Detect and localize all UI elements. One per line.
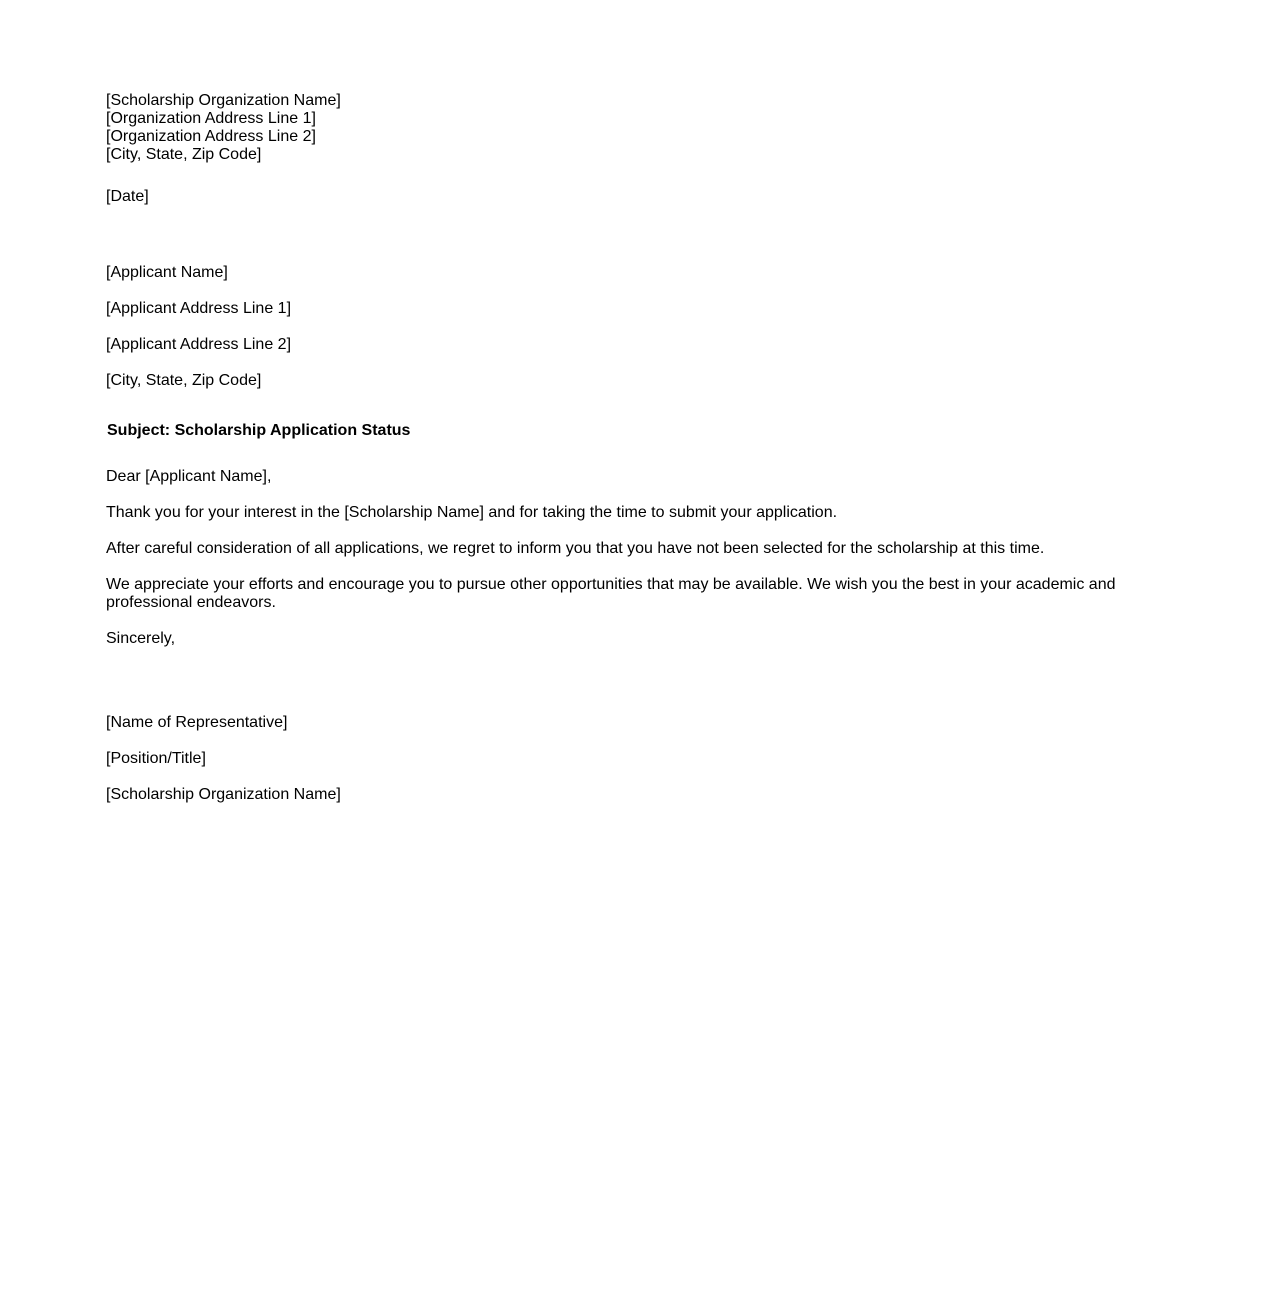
recipient-city-state-zip: [City, State, Zip Code]	[106, 372, 262, 389]
signature-org-name: [Scholarship Organization Name]	[106, 786, 341, 803]
salutation: Dear [Applicant Name],	[106, 468, 272, 485]
signature-name: [Name of Representative]	[106, 714, 288, 731]
recipient-address-line-2: [Applicant Address Line 2]	[106, 336, 292, 353]
sender-address-line-2: [Organization Address Line 2]	[106, 128, 316, 145]
sender-address-line-1: [Organization Address Line 1]	[106, 110, 316, 127]
closing: Sincerely,	[106, 630, 176, 647]
letter-subject: Subject: Scholarship Application Status	[107, 422, 411, 439]
body-paragraph-2: After careful consideration of all applications, we regret to inform you that you have not been selected for the scholarship at this time.	[106, 540, 1045, 557]
sender-city-state-zip: [City, State, Zip Code]	[106, 146, 262, 163]
signature-title: [Position/Title]	[106, 750, 206, 767]
recipient-address-line-1: [Applicant Address Line 1]	[106, 300, 292, 317]
sender-org-name: [Scholarship Organization Name]	[106, 92, 341, 109]
body-paragraph-3: We appreciate your efforts and encourage you to pursue other opportunities that may be available. We wish you the best in your academic and professional endeavors.	[106, 576, 1116, 611]
body-paragraph-1: Thank you for your interest in the [Scholarship Name] and for taking the time to submit your application.	[106, 504, 838, 521]
recipient-name: [Applicant Name]	[106, 264, 228, 281]
letter-date: [Date]	[106, 188, 149, 205]
